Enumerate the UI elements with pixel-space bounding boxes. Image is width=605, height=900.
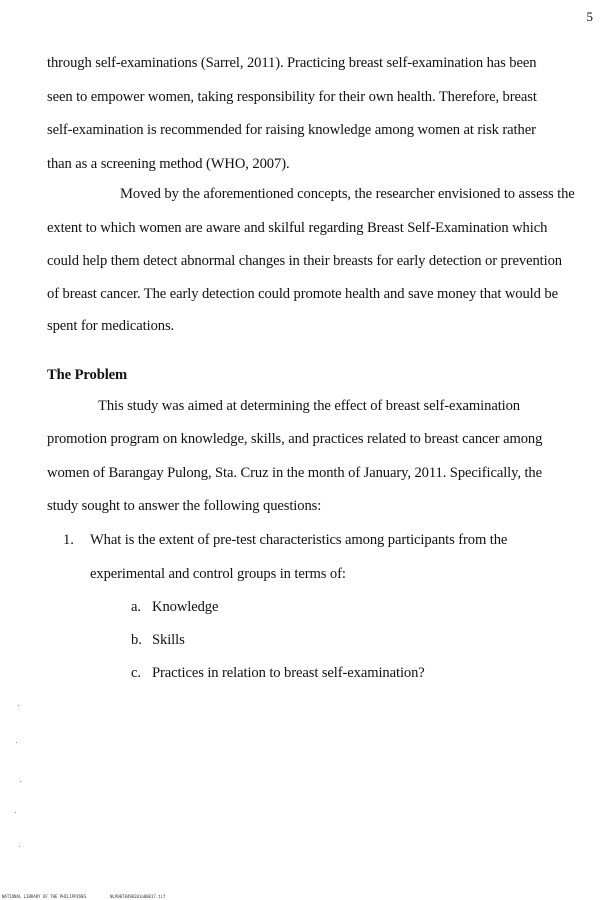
text-line: promotion program on knowledge, skills, and practices related to breast cancer among: [47, 431, 543, 447]
text-line: Moved by the aforementioned concepts, the researcher envisioned to assess the: [120, 186, 575, 202]
sub-item-label: b.: [131, 632, 142, 648]
sub-item-text: Skills: [152, 632, 185, 648]
text-line: spent for medications.: [47, 318, 175, 334]
text-line: than as a screening method (WHO, 2007).: [47, 156, 290, 172]
text-line: This study was aimed at determining the effect of breast self-examination: [98, 398, 520, 414]
scan-speck: [20, 781, 21, 782]
question-number: 1.: [63, 532, 74, 548]
question-text: experimental and control groups in terms of:: [90, 566, 346, 582]
text-line: seen to empower women, taking responsibility for their own health. Therefore, breast: [47, 89, 537, 105]
sub-item-label: c.: [131, 665, 141, 681]
page-number: 5: [586, 9, 593, 24]
text-line: study sought to answer the following questions:: [47, 498, 322, 514]
text-line: could help them detect abnormal changes in their breasts for early detection or prevention: [47, 253, 562, 269]
scan-footer-left: NATIONAL LIBRARY OF THE PHILIPPINES: [2, 894, 87, 899]
scan-speck: [15, 812, 16, 813]
scan-speck: [16, 742, 17, 743]
text-line: women of Barangay Pulong, Sta. Cruz in the month of January, 2011. Specifically, the: [47, 465, 542, 481]
scan-footer-right: NLP0078490201a00017.tif: [110, 894, 166, 899]
text-line: self-examination is recommended for raising knowledge among women at risk rather: [47, 122, 536, 138]
text-line: extent to which women are aware and skilful regarding Breast Self-Examination which: [47, 220, 548, 236]
section-heading: The Problem: [47, 367, 128, 383]
sub-item-text: Practices in relation to breast self-examination?: [152, 665, 425, 681]
scan-speck: [18, 705, 19, 706]
text-line: through self-examinations (Sarrel, 2011). Practicing breast self-examination has been: [47, 55, 537, 71]
sub-item-text: Knowledge: [152, 599, 219, 615]
question-text: What is the extent of pre-test characteristics among participants from the: [90, 532, 508, 548]
sub-item-label: a.: [131, 599, 141, 615]
text-line: of breast cancer. The early detection could promote health and save money that would be: [47, 286, 558, 302]
scan-speck: [19, 846, 20, 847]
